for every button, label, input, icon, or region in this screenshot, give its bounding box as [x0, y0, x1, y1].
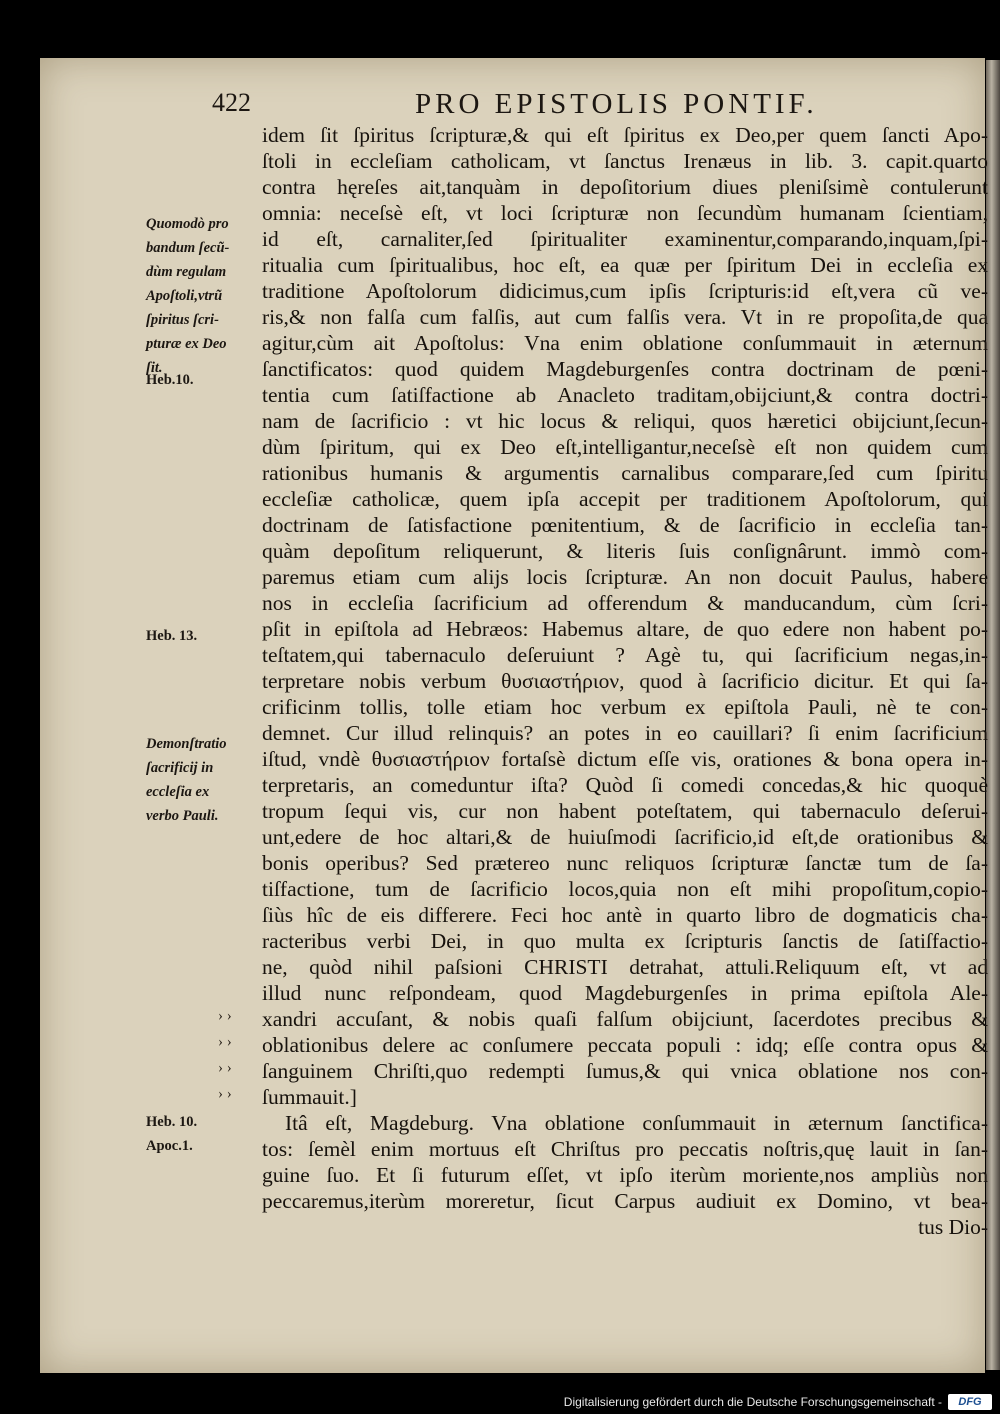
text-line: unt,edere de hoc altari,& de huiuſmodi ſacrificio,id eſt,de orationibus &: [262, 825, 988, 849]
text-line: demnet. Cur illud relinquis? an potes in eo cauillari? ſi enim ſacrificium: [262, 721, 988, 745]
text-line: tentia cum ſatiſfactione ab Anacleto traditam,obijciunt,& contra doctri-: [262, 383, 988, 407]
running-head: PRO EPISTOLIS PONTIF.: [415, 88, 818, 120]
margin-note-line: ſit.: [146, 360, 163, 376]
quote-mark: › ›: [218, 1008, 232, 1024]
margin-note-line: verbo Pauli.: [146, 808, 219, 824]
text-line: traditione Apoſtolorum didicimus,cum ipſis ſcripturis:id eſt,vera cũ ve-: [262, 279, 988, 303]
margin-note-line: bandum ſecũ-: [146, 240, 230, 256]
text-line: guine ſuo. Et ſi futurum eſſet, vt ipſo iterùm moriente,nos ampliùs non: [262, 1163, 988, 1187]
text-line: peccaremus,iterùm moreretur, ſicut Carpus audiuit ex Domino, vt bea-: [262, 1189, 988, 1213]
margin-note-line: dùm regulam: [146, 264, 227, 280]
text-line: ris,& non falſa cum falſis, aut cum falſis vera. Vt in re propoſita,de qua: [262, 305, 988, 329]
quote-mark: › ›: [218, 1034, 232, 1050]
page-edge: [986, 60, 1000, 1370]
text-line: agitur,cùm ait Apoſtolus: Vna enim oblatione conſummauit in æternum: [262, 331, 988, 355]
text-line: ritualia cum ſpiritualibus, hoc eſt, ea quæ per ſpiritum Dei in eccleſia ex: [262, 253, 988, 277]
text-line: paremus etiam cum alijs locis ſcripturæ. An non docuit Paulus, habere: [262, 565, 988, 589]
text-line: quàm depoſitum reliquerunt, & literis ſuis conſignârunt. immò com-: [262, 539, 988, 563]
text-line: doctrinam de ſatisfactione pœnitentium, & de ſacrificio in eccleſia tan-: [262, 513, 988, 537]
text-line: tiſfactione, tum de ſacrificio locos,quia non eſt mihi propoſitum,copio-: [262, 877, 988, 901]
text-line: pſit in epiſtola ad Hebræos: Habemus altare, de quo edere non habent po-: [262, 617, 988, 641]
text-line: rationibus humanis & argumentis carnalibus comparare,ſed cum ſpiritu: [262, 461, 988, 485]
text-line: omnia: neceſsè eſt, vt loci ſcripturæ non ſecundùm humanam ſcientiam,: [262, 201, 988, 225]
margin-reference: Heb.10.: [146, 372, 194, 388]
text-line: contra hęreſes ait,tanquàm in depoſitorium diues pleniſsimè contulerunt: [262, 175, 988, 199]
text-line: ſtoli in eccleſiam catholicam, vt ſanctus Irenæus in lib. 3. capit.quarto: [262, 149, 988, 173]
margin-note-line: Quomodò pro: [146, 216, 229, 232]
margin-reference: Heb. 13.: [146, 628, 198, 644]
text-line: tos: ſemèl enim mortuus eſt Chriſtus pro peccatis noſtris,quę lauit in ſan-: [262, 1137, 988, 1161]
text-line: nam de ſacrificio : vt hic locus & reliqui, quos hæretici obijciunt,ſecun-: [262, 409, 988, 433]
text-line: ſiùs hîc de eis differere. Feci hoc antè in quarto libro de dogmaticis cha-: [262, 903, 988, 927]
quote-mark: › ›: [218, 1086, 232, 1102]
text-line: ſummauit.]: [262, 1085, 357, 1109]
text-line: id eſt, carnaliter,ſed ſpiritualiter examinentur,comparando,inquam,ſpi-: [262, 227, 988, 251]
text-line: ſanguinem Chriſti,quo redempti ſumus,& qui vnica oblatione nos con-: [262, 1059, 988, 1083]
margin-note-line: ſacrificij in: [146, 760, 214, 776]
margin-reference: Heb. 10.: [146, 1114, 198, 1130]
margin-note: [146, 732, 258, 828]
catchword: tus Dio-: [918, 1215, 988, 1239]
text-line: illud nunc reſpondeam, quod Magdeburgenſes in prima epiſtola Ale-: [262, 981, 988, 1005]
margin-note: [146, 212, 258, 380]
text-line: bonis operibus? Sed prætereo nunc reliquos ſcripturæ ſanctæ tum de ſa-: [262, 851, 988, 875]
text-line: racteribus verbi Dei, in quo multa ex ſcripturis ſanctis de ſatiſfactio-: [262, 929, 988, 953]
margin-note-line: eccleſia ex: [146, 784, 210, 800]
dfg-logo: DFG: [948, 1394, 992, 1410]
text-line: iſtud, vndè θυσιαστήριον fortaſsè dictum eſſe vis, orationes & bona opera in-: [262, 747, 988, 771]
text-line: teſtatem,qui tabernaculo deſeruiunt ? Agè tu, qui ſacrificium negas,in-: [262, 643, 988, 667]
text-line: eccleſiæ catholicæ, quem ipſa accepit per traditionem Apoſtolorum, qui: [262, 487, 988, 511]
text-line: terpretaris, an comeduntur iſta? Quòd ſi comedi concedas,& hic quoquè: [262, 773, 988, 797]
text-line: nos in eccleſia ſacrificium ad offerendum & manducandum, cùm ſcri-: [262, 591, 988, 615]
page-header: [0, 80, 1000, 120]
margin-note-line: Apoſtoli,vtrũ: [146, 288, 223, 304]
text-line: ſanctificatos: quod quidem Magdeburgenſes contra doctrinam de pœni-: [262, 357, 988, 381]
funding-notice: Digitalisierung gefördert durch die Deutsche Forschungsgemeinschaft -: [563, 1395, 942, 1409]
text-line: oblationibus delere ac conſumere peccata populi : idq; eſſe contra opus &: [262, 1033, 988, 1057]
quote-mark: › ›: [218, 1060, 232, 1076]
text-line: xandri accuſant, & nobis quaſi falſum obijciunt, ſacerdotes precibus &: [262, 1007, 988, 1031]
text-line: idem ſit ſpiritus ſcripturæ,& qui eſt ſpiritus ex Deo,per quem ſancti Apo-: [262, 123, 988, 147]
margin-note-line: Demonſtratio: [146, 736, 227, 752]
text-line: tropum ſequi vis, cur non habent poteſtatem, qui tabernaculo deſerui-: [262, 799, 988, 823]
margin-reference: Apoc.1.: [146, 1138, 193, 1154]
footer-bar: [0, 1392, 1000, 1414]
text-line: dùm ſpiritum, qui ex Deo eſt,intelligantur,neceſsè eſt non quidem cum: [262, 435, 988, 459]
text-line: ne, quòd nihil paſsioni CHRISTI detrahat, attuli.Reliquum eſt, vt ad: [262, 955, 988, 979]
text-line: crificinm tollis, tolle etiam hoc verbum ex epiſtola Pauli, nè te con-: [262, 695, 988, 719]
page-number: 422: [212, 88, 251, 117]
text-line: terpretare nobis verbum θυσιαστήριον, quod à ſacrificio dicitur. Et qui ſa-: [262, 669, 988, 693]
margin-note-line: ſpiritus ſcri-: [146, 312, 219, 328]
margin-note-line: pturæ ex Deo: [146, 336, 227, 352]
text-line: Itâ eſt, Magdeburg. Vna oblatione conſummauit in æternum ſanctifica-: [285, 1111, 988, 1135]
